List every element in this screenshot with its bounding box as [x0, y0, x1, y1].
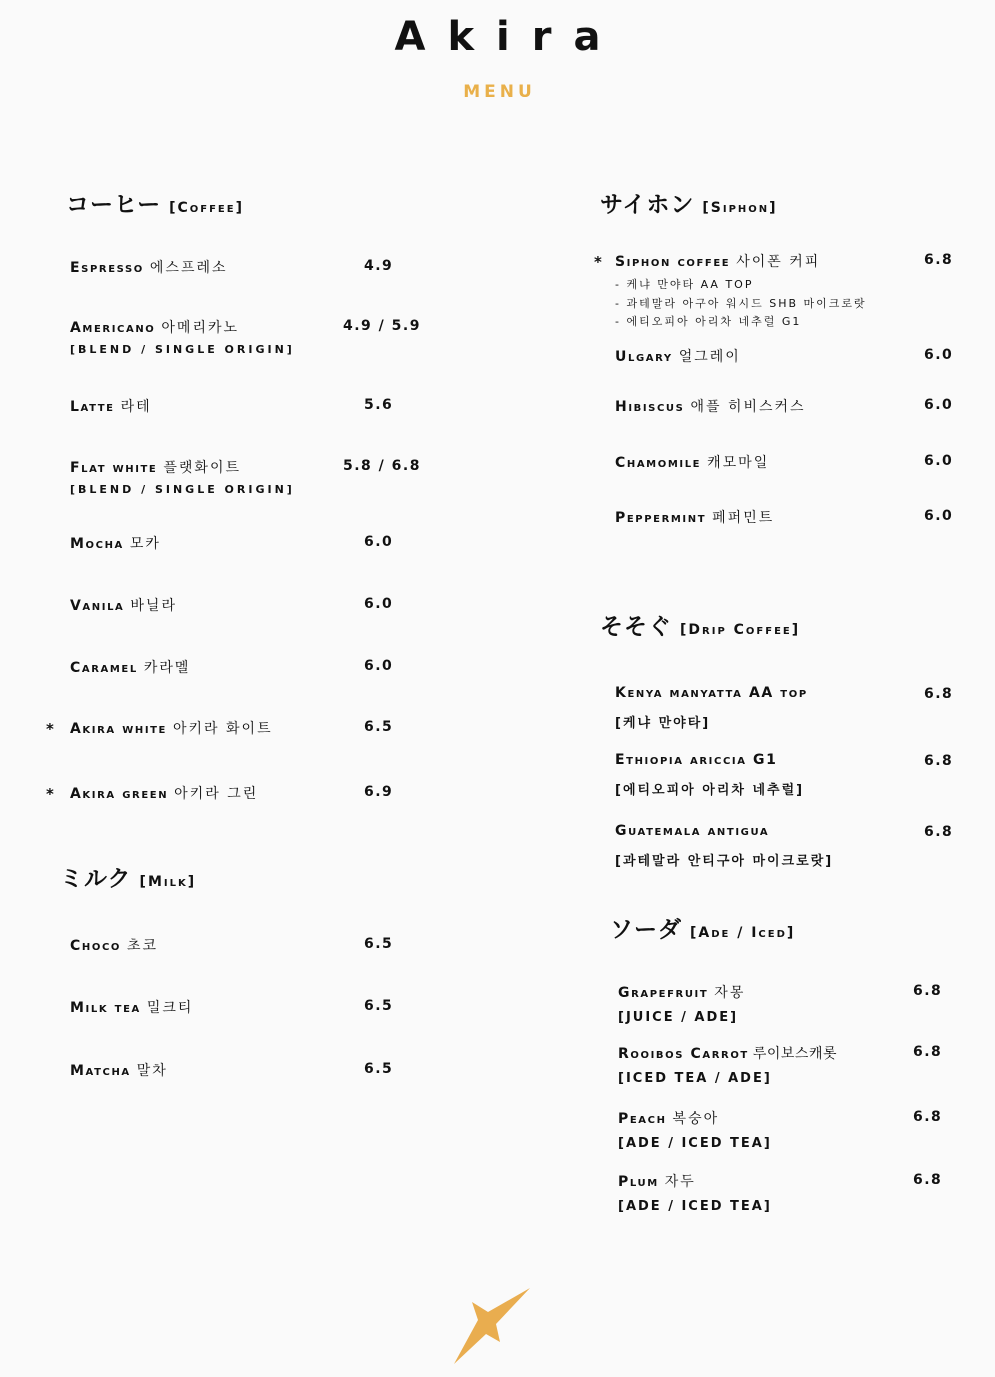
item-price: 6.5	[364, 719, 394, 735]
item-name: Flat white	[70, 460, 158, 476]
menu-item-mocha	[70, 533, 161, 553]
section-drip-heading	[600, 608, 800, 641]
item-subnote: [ADE / ICED TEA]	[618, 1136, 772, 1151]
item-name-kr: 에스프레소	[149, 260, 228, 276]
item-name: Americano	[70, 320, 156, 336]
item-subnote: [BLEND / SINGLE ORIGIN]	[70, 343, 295, 356]
section-drip-jp: そそぐ	[600, 614, 672, 640]
menu-item-flat-white	[70, 457, 241, 477]
brand-title: Akira	[394, 14, 623, 60]
item-price: 6.5	[364, 1061, 394, 1077]
item-price: 6.0	[924, 508, 954, 524]
item-name-kr: 자몽	[714, 985, 746, 1001]
item-name-kr: 카라멜	[143, 660, 191, 676]
item-note: - 과테말라 아구아 워시드 SHB 마이크로랏	[615, 297, 867, 310]
item-name: Hibiscus	[615, 399, 685, 415]
item-name-kr: 사이폰 커피	[736, 254, 821, 270]
item-subnote: [에티오피아 아리차 네추럴]	[615, 783, 805, 798]
section-siphon-heading	[600, 186, 778, 219]
item-name-kr: 애플 히비스커스	[690, 399, 806, 415]
item-name: Choco	[70, 938, 121, 954]
menu-item-hibiscus	[615, 396, 806, 416]
item-price: 6.8	[924, 252, 954, 268]
item-name-kr: 루이보스캐롯	[752, 1046, 837, 1062]
menu-item-ethiopia: Ethiopia ariccia G1	[615, 752, 778, 768]
item-name: Latte	[70, 399, 115, 415]
item-name: Vanila	[70, 598, 125, 614]
item-subnote: [JUICE / ADE]	[618, 1010, 739, 1025]
item-price: 6.0	[364, 596, 394, 612]
item-price: 6.0	[364, 534, 394, 550]
menu-item-akira-green	[70, 783, 258, 803]
item-subnote: [BLEND / SINGLE ORIGIN]	[70, 483, 295, 496]
item-price: 6.8	[924, 686, 954, 702]
item-price: 6.0	[924, 453, 954, 469]
item-name: Peach	[618, 1111, 667, 1127]
item-name-kr: 아메리카노	[161, 320, 240, 336]
item-price: 6.0	[924, 347, 954, 363]
menu-item-matcha	[70, 1060, 168, 1080]
item-price: 6.9	[364, 784, 394, 800]
item-name-kr: 초코	[126, 938, 159, 954]
item-name: Plum	[618, 1174, 659, 1190]
section-siphon-jp: サイホン	[600, 192, 695, 218]
item-name: Akira white	[70, 721, 167, 737]
section-milk-en: [Milk]	[139, 874, 197, 890]
section-coffee-en: [Coffee]	[169, 200, 244, 216]
item-name-kr: 얼그레이	[678, 349, 741, 365]
item-name: Matcha	[70, 1063, 131, 1079]
item-name-kr: 자두	[664, 1174, 696, 1190]
menu-item-peach	[618, 1108, 719, 1128]
item-price: 6.8	[924, 753, 954, 769]
menu-item-rooibos-carrot	[618, 1043, 837, 1063]
signature-star: *	[46, 720, 54, 738]
menu-item-peppermint	[615, 507, 774, 527]
item-name: Espresso	[70, 260, 144, 276]
item-name: Grapefruit	[618, 985, 709, 1001]
item-name: Mocha	[70, 536, 124, 552]
item-name: Chamomile	[615, 455, 702, 471]
item-price: 4.9 / 5.9	[343, 318, 421, 334]
item-name-kr: 바닐라	[130, 598, 177, 614]
item-name-kr: 밀크티	[146, 1000, 194, 1016]
section-soda-jp: ソーダ	[610, 917, 682, 943]
item-price: 6.8	[913, 983, 943, 999]
menu-item-kenya: Kenya manyatta AA top	[615, 685, 808, 701]
signature-star: *	[594, 253, 602, 271]
item-subnote: [ADE / ICED TEA]	[618, 1199, 772, 1214]
section-drip-en: [Drip Coffee]	[680, 622, 801, 638]
menu-item-grapefruit	[618, 982, 745, 1002]
menu-item-chamomile	[615, 452, 769, 472]
item-subnote: [과테말라 안티구아 마이크로랏]	[615, 854, 834, 869]
item-name: Milk tea	[70, 1000, 141, 1016]
menu-item-caramel	[70, 657, 190, 677]
item-note: - 에티오피아 아리차 네추럴 G1	[615, 315, 802, 328]
item-price: 6.5	[364, 998, 394, 1014]
section-coffee-heading	[66, 186, 244, 219]
item-price: 5.8 / 6.8	[343, 458, 421, 474]
item-name: Peppermint	[615, 510, 707, 526]
menu-item-espresso	[70, 257, 228, 277]
item-price: 4.9	[364, 258, 394, 274]
item-price: 5.6	[364, 397, 394, 413]
menu-item-milk-tea	[70, 997, 193, 1017]
item-subnote: [케냐 만야타]	[615, 716, 711, 731]
item-name-kr: 복숭아	[672, 1111, 720, 1127]
item-name: Rooibos Carrot	[618, 1046, 749, 1062]
item-name-kr: 라테	[120, 399, 152, 415]
menu-item-vanila	[70, 595, 177, 615]
item-name-kr: 아키라 화이트	[173, 721, 273, 737]
item-price: 6.8	[913, 1044, 943, 1060]
section-coffee-jp: コーヒー	[66, 192, 162, 218]
item-name: Ulgary	[615, 349, 673, 365]
signature-star: *	[46, 785, 54, 803]
item-price: 6.0	[924, 397, 954, 413]
item-subnote: [ICED TEA / ADE]	[618, 1071, 772, 1086]
item-note: - 케냐 만야타 AA TOP	[615, 278, 754, 291]
item-name-kr: 페퍼민트	[712, 510, 775, 526]
item-price: 6.5	[364, 936, 394, 952]
menu-item-plum	[618, 1171, 696, 1191]
section-milk-heading	[60, 860, 196, 893]
section-milk-jp: ミルク	[60, 866, 132, 892]
item-name-kr: 플랫화이트	[163, 460, 241, 476]
menu-item-siphon-coffee	[615, 251, 820, 271]
item-price: 6.8	[913, 1109, 943, 1125]
section-siphon-en: [Siphon]	[702, 200, 778, 216]
item-price: 6.0	[364, 658, 394, 674]
section-soda-heading	[610, 911, 795, 944]
item-price: 6.8	[924, 824, 954, 840]
section-soda-en: [Ade / Iced]	[690, 925, 796, 941]
item-name: Akira green	[70, 786, 169, 802]
item-name-kr: 아키라 그린	[174, 786, 259, 802]
menu-item-choco	[70, 935, 158, 955]
item-name-kr: 말차	[136, 1063, 168, 1079]
item-name-kr: 모카	[129, 536, 161, 552]
menu-item-latte	[70, 396, 152, 416]
item-name: Siphon coffee	[615, 254, 731, 270]
menu-subtitle: MENU	[463, 82, 536, 102]
menu-item-ulgary	[615, 346, 741, 366]
menu-item-americano	[70, 317, 239, 337]
item-name: Caramel	[70, 660, 138, 676]
bird-logo-icon	[452, 1286, 534, 1368]
item-price: 6.8	[913, 1172, 943, 1188]
menu-item-guatemala: Guatemala antigua	[615, 823, 770, 839]
item-name-kr: 캐모마일	[707, 455, 770, 471]
menu-item-akira-white	[70, 718, 273, 738]
